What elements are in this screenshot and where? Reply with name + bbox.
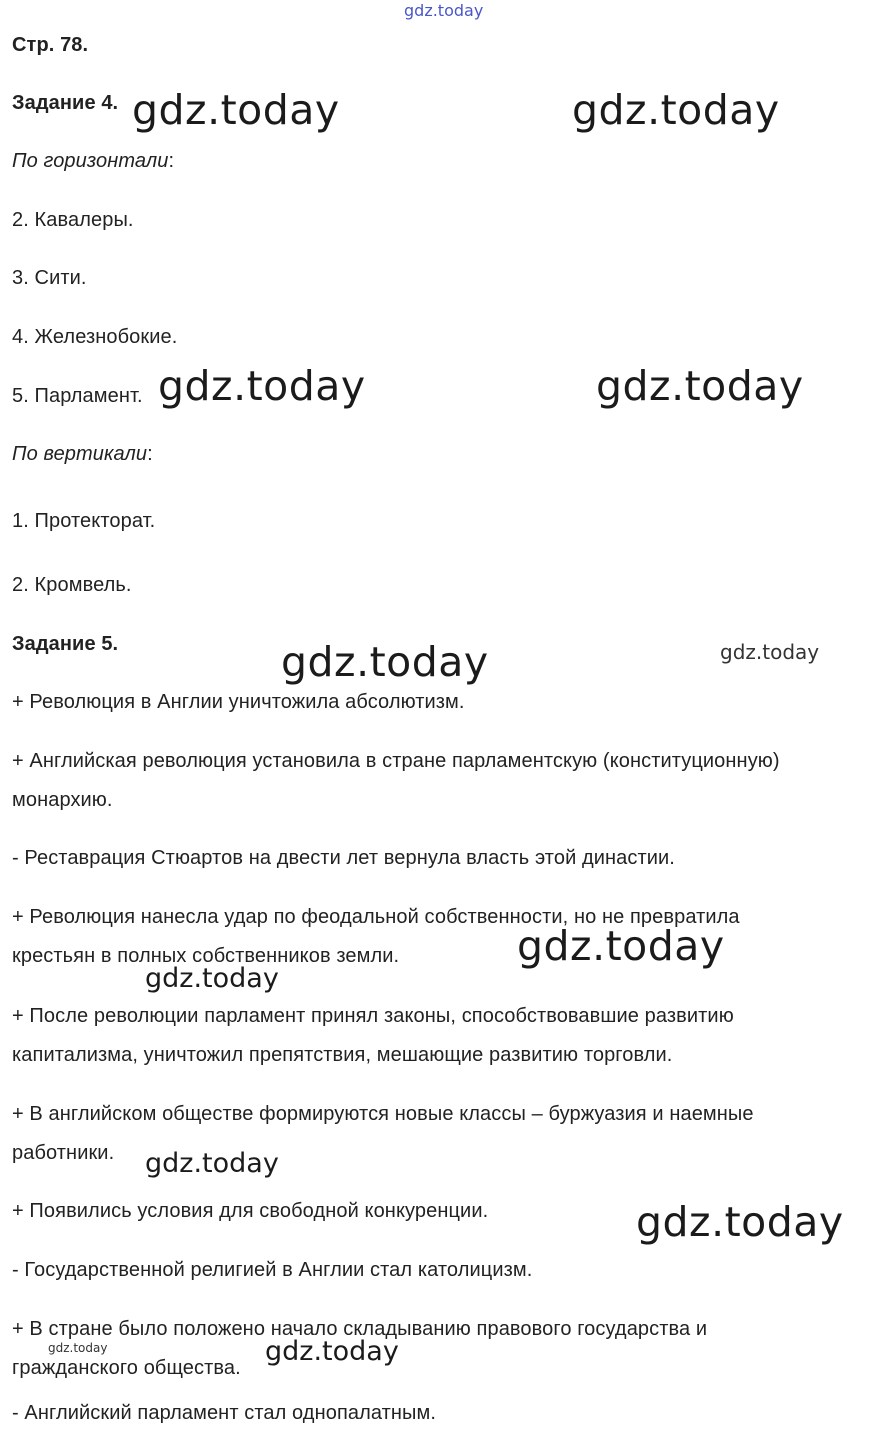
task4-across-item: 3. Сити. bbox=[12, 267, 87, 289]
task4-down-label: По вертикали: bbox=[12, 443, 153, 465]
watermark: gdz.today bbox=[596, 362, 804, 410]
task5-line: + Революция в Англии уничтожила абсолютизм. bbox=[12, 691, 465, 713]
task5-heading: Задание 5. bbox=[12, 633, 119, 655]
watermark: gdz.today bbox=[145, 963, 279, 994]
task5-line: - Государственной религией в Англии стал католицизм. bbox=[12, 1259, 533, 1281]
task5-line: + В английском обществе формируются новые классы – буржуазия и наемные bbox=[12, 1103, 754, 1125]
task4-across-item: 5. Парламент. bbox=[12, 385, 143, 407]
task4-across-item: 4. Железнобокие. bbox=[12, 326, 178, 348]
watermark: gdz.today bbox=[48, 1341, 108, 1355]
task4-across-label: По горизонтали: bbox=[12, 150, 175, 172]
task5-line: работники. bbox=[12, 1142, 115, 1164]
watermark: gdz.today bbox=[158, 362, 366, 410]
page-title: Стр. 78. bbox=[12, 34, 89, 56]
watermark: gdz.today bbox=[145, 1148, 279, 1179]
task5-line: - Английский парламент стал однопалатным. bbox=[12, 1402, 437, 1424]
watermark: gdz.today bbox=[265, 1336, 399, 1367]
task5-line: + Революция нанесла удар по феодальной собственности, но не превратила bbox=[12, 906, 740, 928]
task5-line: + В стране было положено начало складыванию правового государства и bbox=[12, 1318, 708, 1340]
watermark: gdz.today bbox=[404, 1, 484, 20]
task5-line: крестьян в полных собственников земли. bbox=[12, 945, 400, 967]
task4-heading: Задание 4. bbox=[12, 92, 119, 114]
task5-line: + После революции парламент принял законы, способствовавшие развитию bbox=[12, 1005, 734, 1027]
task5-line: монархию. bbox=[12, 789, 113, 811]
down-label-text: По вертикали bbox=[12, 443, 148, 465]
watermark: gdz.today bbox=[132, 86, 340, 134]
task5-line: - Реставрация Стюартов на двести лет вернула власть этой династии. bbox=[12, 847, 675, 869]
watermark: gdz.today bbox=[720, 640, 820, 664]
watermark: gdz.today bbox=[281, 638, 489, 686]
watermark: gdz.today bbox=[636, 1198, 844, 1246]
task4-down-item: 1. Протекторат. bbox=[12, 510, 156, 532]
task4-down-item: 2. Кромвель. bbox=[12, 574, 132, 596]
task5-line: гражданского общества. bbox=[12, 1357, 241, 1379]
watermark: gdz.today bbox=[517, 922, 725, 970]
task5-line: + Появились условия для свободной конкуренции. bbox=[12, 1200, 489, 1222]
task5-line: + Английская революция установила в стране парламентскую (конституционную) bbox=[12, 750, 780, 772]
across-label-text: По горизонтали bbox=[12, 150, 169, 172]
watermark: gdz.today bbox=[572, 86, 780, 134]
task5-line: капитализма, уничтожил препятствия, мешающие развитию торговли. bbox=[12, 1044, 673, 1066]
task4-across-item: 2. Кавалеры. bbox=[12, 209, 134, 231]
